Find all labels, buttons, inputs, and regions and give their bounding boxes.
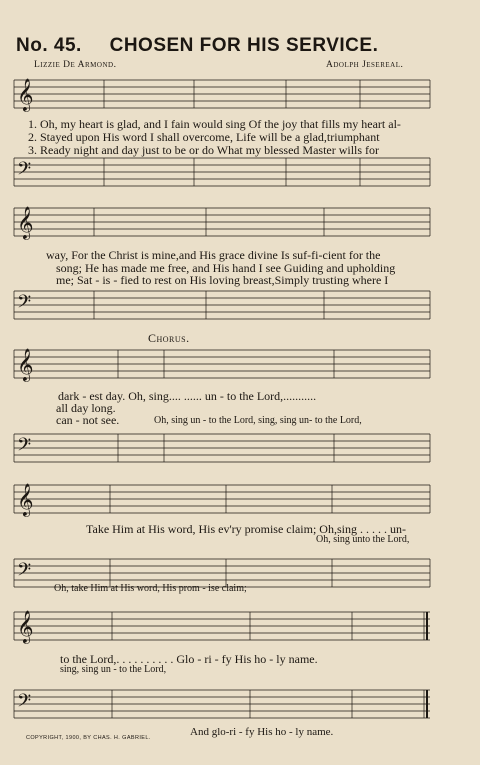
chorus-line-3: can - not see. [56, 413, 120, 427]
chorus-alt-line-4: Oh, sing unto the Lord, [316, 534, 410, 545]
music-system-4 [14, 485, 430, 605]
verse-2-line-2: song; He has made me free, and His hand I see Guiding and upholding [56, 261, 396, 275]
verse-1-line-2: way, For the Christ is mine,and His grace divine Is suf-fi-cient for the [46, 248, 381, 262]
bass-staff-1 [14, 158, 430, 198]
chorus-label: Chorus. [148, 331, 190, 345]
hymn-header [16, 35, 378, 57]
chorus-line-2: all day long. [56, 401, 116, 415]
svg-text:𝄢: 𝄢 [17, 158, 32, 183]
chorus-bass-line-4: Oh, take Him at His word, His prom - ise claim; [54, 583, 247, 594]
chorus-bass-line-1: Oh, sing un - to the Lord, sing, sing un- to the Lord, [154, 415, 362, 426]
chorus-line-4: Take Him at His word, His ev'ry promise claim; Oh,sing . . . . . un- [86, 522, 406, 536]
lyricist-credit: Lizzie De Armond. [34, 60, 117, 70]
svg-text:𝄢: 𝄢 [17, 434, 32, 459]
svg-text:𝄞: 𝄞 [17, 612, 34, 643]
svg-text:𝄢: 𝄢 [17, 690, 32, 715]
verse-1-line-1: 1. Oh, my heart is glad, and I fain would sing Of the joy that fills my heart al- [28, 117, 401, 131]
treble-staff-5 [14, 612, 430, 652]
music-system-3 [14, 350, 430, 470]
svg-text:𝄢: 𝄢 [17, 291, 32, 316]
hymn-title: CHOSEN FOR HIS SERVICE. [109, 35, 379, 56]
copyright-notice: COPYRIGHT, 1900, BY CHAS. H. GABRIEL. [26, 735, 151, 741]
music-system-5 [14, 612, 430, 732]
svg-text:𝄞: 𝄞 [17, 208, 34, 239]
bass-staff-2 [14, 291, 430, 331]
treble-staff-4 [14, 485, 430, 525]
treble-staff-3 [14, 350, 430, 390]
svg-text:𝄞: 𝄞 [17, 350, 34, 381]
chorus-line-1: dark - est day. Oh, sing.... ...... un - to the Lord,........... [58, 389, 317, 403]
chorus-bass-line-5: And glo-ri - fy His ho - ly name. [190, 726, 334, 738]
verse-3-line-1: 3. Ready night and day just to be or do What my blessed Master wills for [28, 143, 380, 157]
svg-text:𝄞: 𝄞 [17, 80, 34, 111]
music-system-2 [14, 208, 430, 328]
chorus-line-5b: sing, sing un - to the Lord, [60, 664, 167, 675]
svg-text:𝄢: 𝄢 [17, 559, 32, 584]
bass-staff-5 [14, 690, 430, 730]
composer-credit: Adolph Jesereal. [326, 60, 404, 70]
music-system-1 [14, 70, 430, 190]
hymn-number: No. 45. [16, 35, 82, 56]
bass-staff-3 [14, 434, 430, 474]
verse-2-line-1: 2. Stayed upon His word I shall overcome, Life will be a glad,triumphant [28, 130, 380, 144]
chorus-line-5: to the Lord,. . . . . . . . . . Glo - ri - fy His ho - ly name. [60, 652, 318, 666]
treble-staff-2 [14, 208, 430, 248]
svg-text:𝄞: 𝄞 [17, 485, 34, 516]
verse-3-line-2: me; Sat - is - fied to rest on His loving breast,Simply trusting where I [56, 273, 389, 287]
